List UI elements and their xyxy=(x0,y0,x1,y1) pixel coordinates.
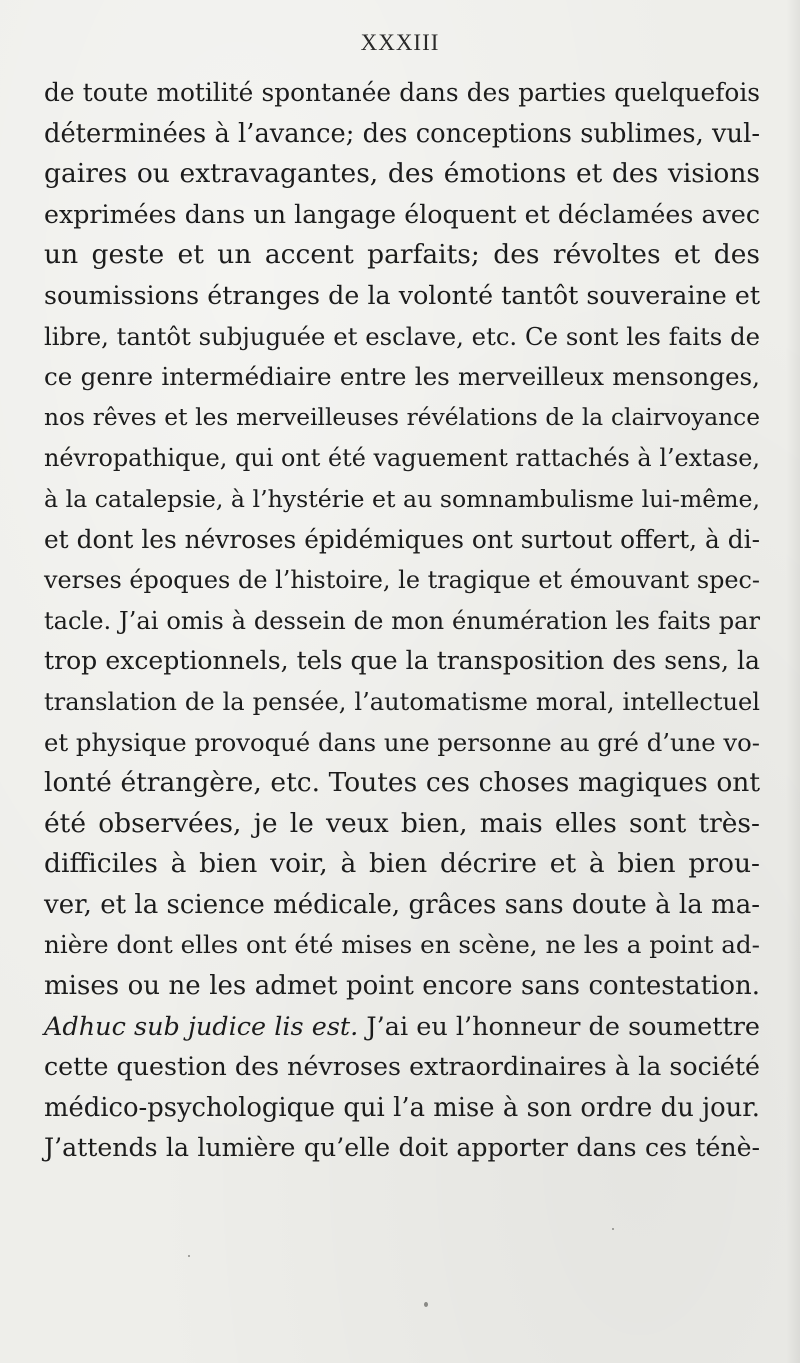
text-line: libre, tantôt subjuguée et esclave, etc. Ce sont les faits de xyxy=(44,321,760,351)
text-line-with-latin-quote xyxy=(44,1007,760,1048)
text-line: exprimées dans un langage éloquent et déclamées avec xyxy=(44,199,760,229)
text-line: ce genre intermédiaire entre les merveilleux mensonges, xyxy=(44,362,760,392)
text-line: déterminées à l’avance; des conceptions sublimes, vul- xyxy=(44,118,760,149)
text-line: lonté étrangère, etc. Toutes ces choses magiques ont xyxy=(44,767,760,799)
text-line: translation de la pensée, l’automatisme moral, intellectuel xyxy=(44,687,760,716)
paper-speck xyxy=(188,1255,190,1257)
text-line: trop exceptionnels, tels que la transposition des sens, la xyxy=(44,646,760,676)
text-line: difficiles à bien voir, à bien décrire et à bien prou- xyxy=(44,848,760,880)
text-line: cette question des névroses extraordinaires à la société xyxy=(44,1052,760,1082)
text-line: et physique provoqué dans une personne au gré d’une vo- xyxy=(44,727,760,757)
text-line: ver, et la science médicale, grâces sans doute à la ma- xyxy=(44,889,760,920)
body-text xyxy=(44,73,760,1169)
text-line: médico-psychologique qui l’a mise à son ordre du jour. xyxy=(44,1092,760,1123)
text-line: été observées, je le veux bien, mais elles sont très- xyxy=(44,807,760,839)
paper-speck xyxy=(612,1228,614,1230)
text-line: mises ou ne les admet point encore sans contestation. xyxy=(44,971,760,1002)
text-line-rest: J’ai eu l’honneur de soumettre xyxy=(358,1011,761,1042)
text-line: névropathique, qui ont été vaguement rattachés à l’extase, xyxy=(44,444,760,473)
text-line: gaires ou extravagantes, des émotions et des visions xyxy=(44,158,760,190)
text-line: à la catalepsie, à l’hystérie et au somnambulisme lui-même, xyxy=(44,484,760,513)
text-line: J’attends la lumière qu’elle doit apporter dans ces ténè- xyxy=(44,1133,760,1163)
text-line: nos rêves et les merveilleuses révélations de la clairvoyance xyxy=(44,403,760,431)
text-line: tacle. J’ai omis à dessein de mon énumération les faits par xyxy=(44,606,760,635)
text-line: un geste et un accent parfaits; des révoltes et des xyxy=(44,239,760,271)
text-line: de toute motilité spontanée dans des parties quelquefois xyxy=(44,78,760,107)
text-line: soumissions étranges de la volonté tantôt souveraine et xyxy=(44,280,760,310)
text-line: verses époques de l’histoire, le tragique et émouvant spec- xyxy=(44,566,760,595)
page-number: XXXIII xyxy=(360,30,440,55)
paper-speck xyxy=(424,1302,428,1307)
text-line: nière dont elles ont été mises en scène, ne les a point ad- xyxy=(44,930,760,960)
latin-quote: Adhuc sub judice lis est. xyxy=(44,1011,359,1042)
text-line: et dont les névroses épidémiques ont surtout offert, à di- xyxy=(44,524,760,554)
